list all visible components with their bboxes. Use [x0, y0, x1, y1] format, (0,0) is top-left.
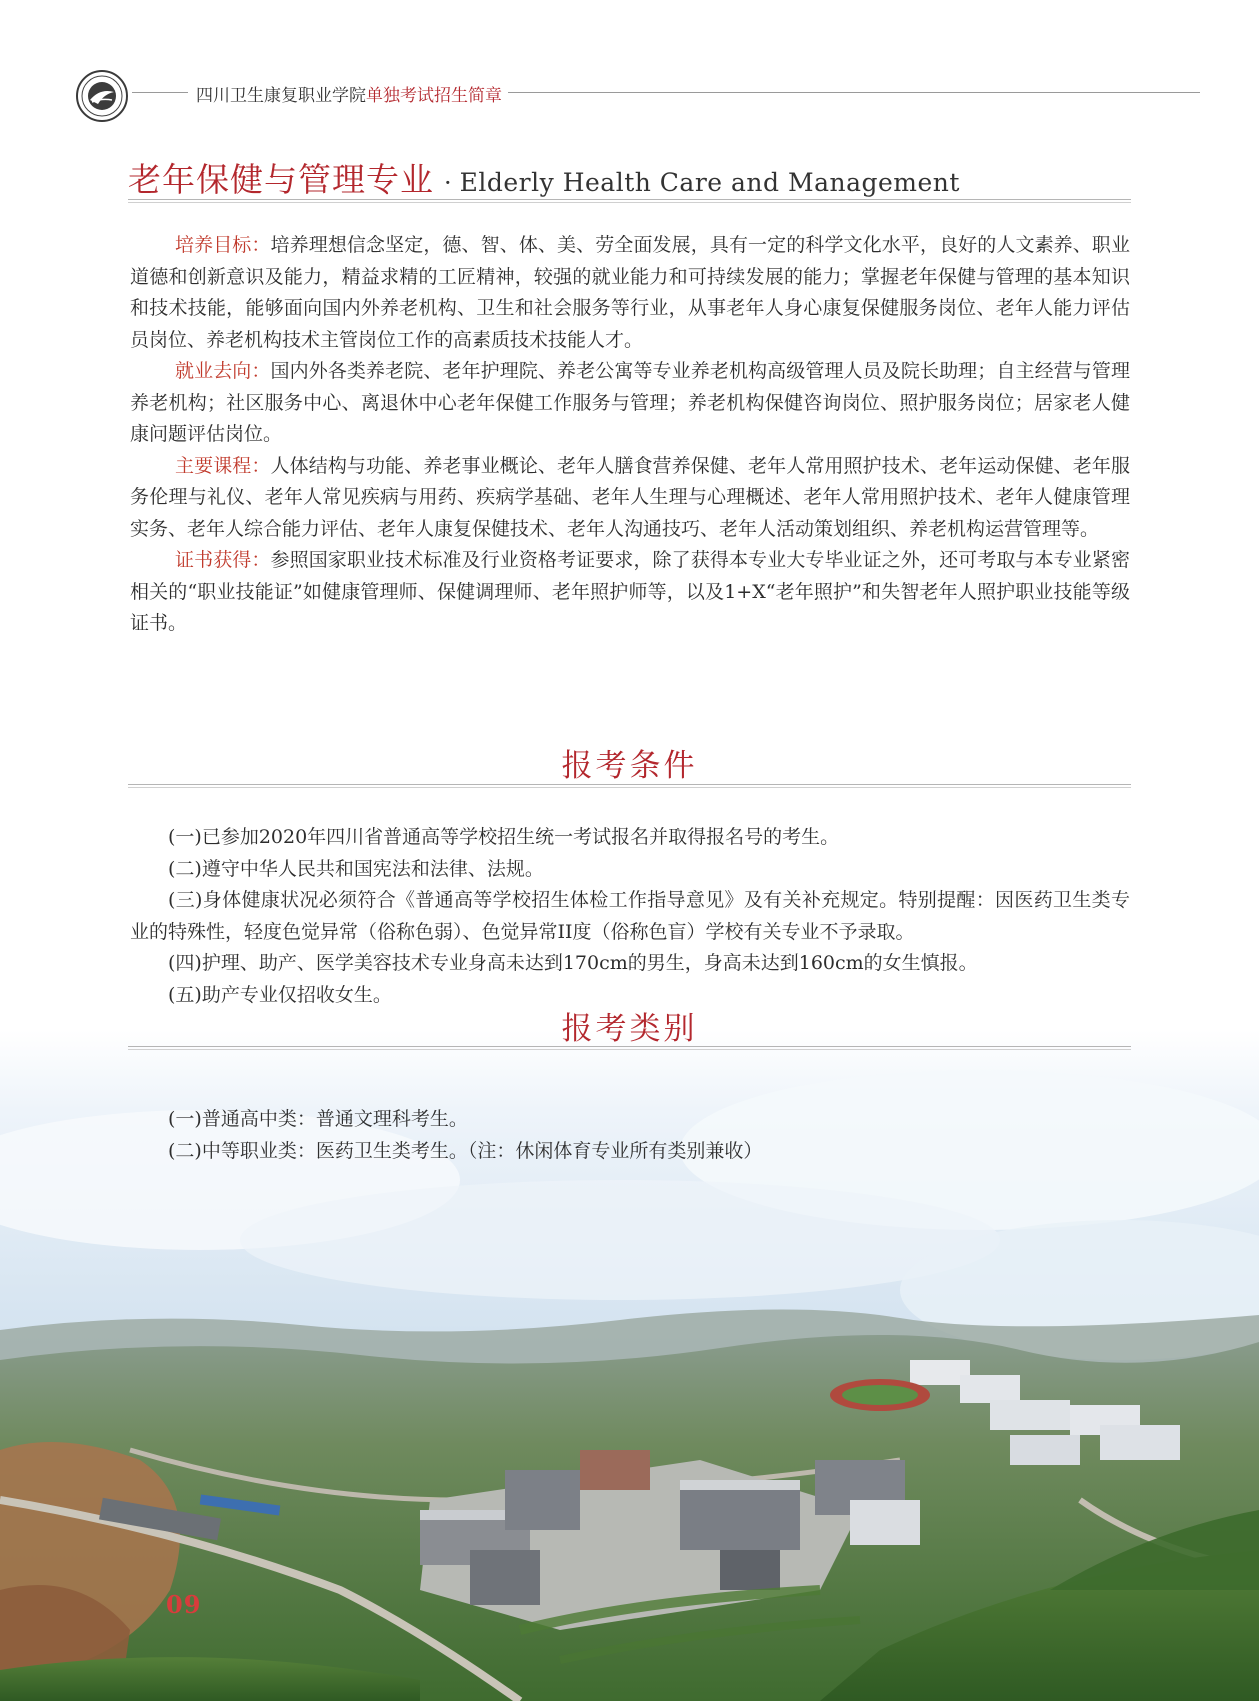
paragraph-label: 证书获得：	[175, 549, 271, 571]
conditions-divider	[128, 784, 1131, 788]
page-number: 09	[166, 1590, 202, 1619]
condition-item: (四)护理、助产、医学美容技术专业身高未达到170cm的男生，身高未达到160cm的女生慎报。	[168, 952, 978, 974]
header-title	[190, 81, 508, 106]
condition-item: (二)遵守中华人民共和国宪法和法律、法规。	[168, 857, 544, 880]
major-title-cn: 老年保健与管理专业	[128, 160, 434, 199]
school-logo	[76, 70, 128, 122]
paragraph-courses	[130, 451, 1130, 546]
category-item: (一)普通高中类：普通文理科考生。	[168, 1108, 468, 1130]
major-title	[128, 154, 960, 201]
categories-list	[130, 1104, 1130, 1167]
paragraph-training-goal	[130, 230, 1130, 356]
categories-title: 报考类别	[561, 1011, 698, 1047]
categories-divider	[128, 1046, 1131, 1050]
header-rule-left	[132, 92, 188, 93]
header-rule-right	[500, 92, 1200, 93]
paragraph-label: 培养目标：	[175, 234, 271, 256]
paragraph-text: 国内外各类养老院、老年护理院、养老公寓等专业养老机构高级管理人员及院长助理；自主经营与管理养老机构；社区服务中心、离退休中心老年保健工作服务与管理；养老机构保健咨询岗位、照护服务岗位；居家老人健康问题评估岗位。	[130, 360, 1130, 445]
paragraph-label: 就业去向：	[175, 360, 271, 382]
school-emblem-icon	[78, 72, 126, 120]
conditions-title: 报考条件	[561, 748, 698, 784]
paragraph-text: 人体结构与功能、养老事业概论、老年人膳食营养保健、老年人常用照护技术、老年运动保健、老年服务伦理与礼仪、老年人常见疾病与用药、疾病学基础、老年人生理与心理概述、老年人常用照护技术、老年人健康管理实务、老年人综合能力评估、老年人康复保健技术、老年人沟通技巧、老年人活动策划组织、养老机构运营管理等。	[130, 454, 1130, 540]
paragraph-text: 参照国家职业技术标准及行业资格考证要求，除了获得本专业大专毕业证之外，还可考取与本专业紧密相关的“职业技能证”如健康管理师、保健调理师、老年照护师等，以及1+X“老年照护”和失智老年人照护职业技能等级证书。	[130, 549, 1130, 634]
condition-item: (五)助产专业仅招收女生。	[168, 983, 392, 1006]
header-doc-title: 单独考试招生简章	[366, 86, 502, 106]
major-description	[130, 230, 1130, 640]
major-title-separator: ·	[444, 169, 452, 197]
paragraph-label: 主要课程：	[175, 454, 271, 477]
paragraph-certificates	[130, 545, 1130, 640]
paragraph-employment	[130, 356, 1130, 451]
header-school: 四川卫生康复职业学院	[196, 86, 366, 106]
title-divider	[128, 199, 1131, 203]
category-item: (二)中等职业类：医药卫生类考生。（注：休闲体育专业所有类别兼收）	[168, 1139, 763, 1162]
condition-item: (三)身体健康状况必须符合《普通高等学校招生体检工作指导意见》及有关补充规定。特别提醒：因医药卫生类专业的特殊性，轻度色觉异常（俗称色弱）、色觉异常II度（俗称色盲）学校有关专业不予录取。	[130, 889, 1130, 943]
condition-item: (一)已参加2020年四川省普通高等学校招生统一考试报名并取得报名号的考生。	[168, 826, 840, 848]
conditions-list	[130, 822, 1130, 1011]
paragraph-text: 培养理想信念坚定，德、智、体、美、劳全面发展，具有一定的科学文化水平，良好的人文素养、职业道德和创新意识及能力，精益求精的工匠精神，较强的就业能力和可持续发展的能力；掌握老年保健与管理的基本知识和技术技能，能够面向国内外养老机构、卫生和社会服务等行业，从事老年人身心康复保健服务岗位、老年人能力评估员岗位、养老机构技术主管岗位工作的高素质技术技能人才。	[130, 234, 1130, 351]
major-title-en: Elderly Health Care and Management	[459, 168, 960, 197]
